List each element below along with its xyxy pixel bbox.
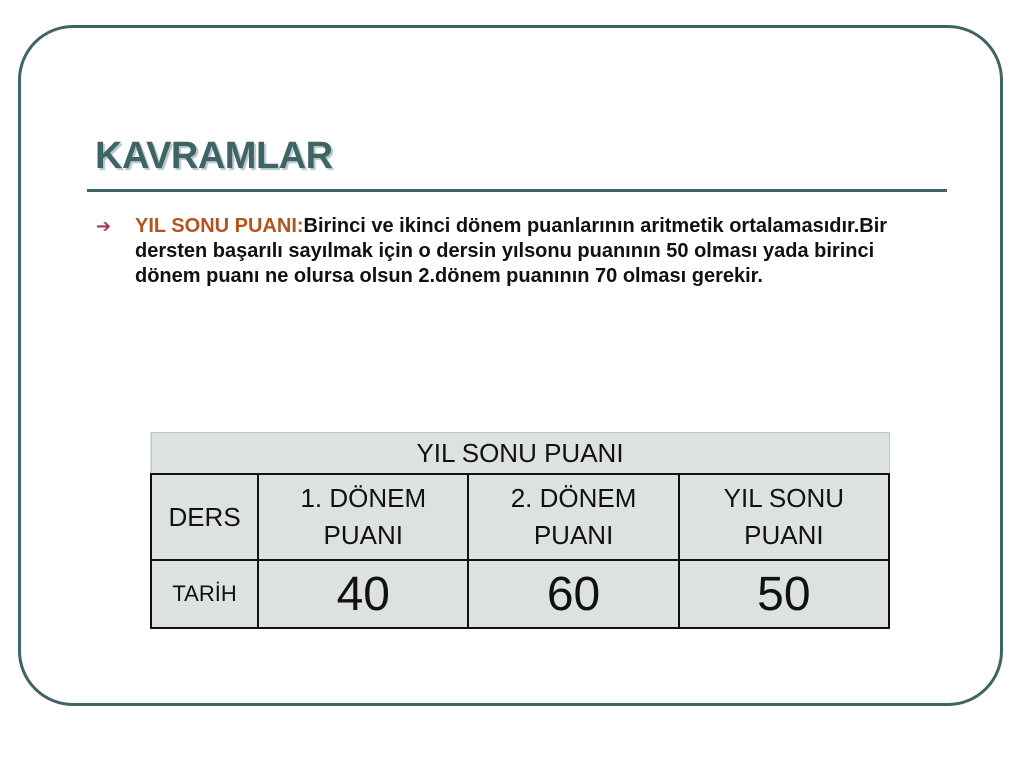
row-label-tarih: TARİH [151, 560, 258, 628]
table-title-row [151, 433, 889, 475]
value-donem1: 40 [258, 560, 468, 628]
bullet-term: YIL SONU PUANI: [135, 215, 304, 237]
value-yil-sonu: 50 [679, 560, 889, 628]
header-yil-sonu: YIL SONU PUANI [679, 474, 889, 560]
right-arrow-icon: ➔ [96, 216, 112, 236]
table-header-row [151, 474, 889, 560]
bullet-text [135, 214, 936, 289]
value-donem2: 60 [468, 560, 678, 628]
bullet-definition: Birinci ve ikinci dönem puanlarının aritmetik ortalamasıdır.Bir dersten başarılı sayılmak için o dersin yılsonu puanının 50 olması yada birinci dönem puanı ne olursa olsun 2.dönem puanının 70 olması gerekir. [135, 215, 888, 287]
table-row [151, 560, 889, 628]
title-divider [87, 189, 947, 192]
header-ders: DERS [151, 474, 258, 560]
score-table [150, 432, 890, 629]
header-donem2: 2. DÖNEM PUANI [468, 474, 678, 560]
header-donem1: 1. DÖNEM PUANI [258, 474, 468, 560]
slide-title: KAVRAMLAR [95, 135, 333, 177]
bullet-item [96, 214, 936, 289]
table-title: YIL SONU PUANI [151, 433, 889, 475]
